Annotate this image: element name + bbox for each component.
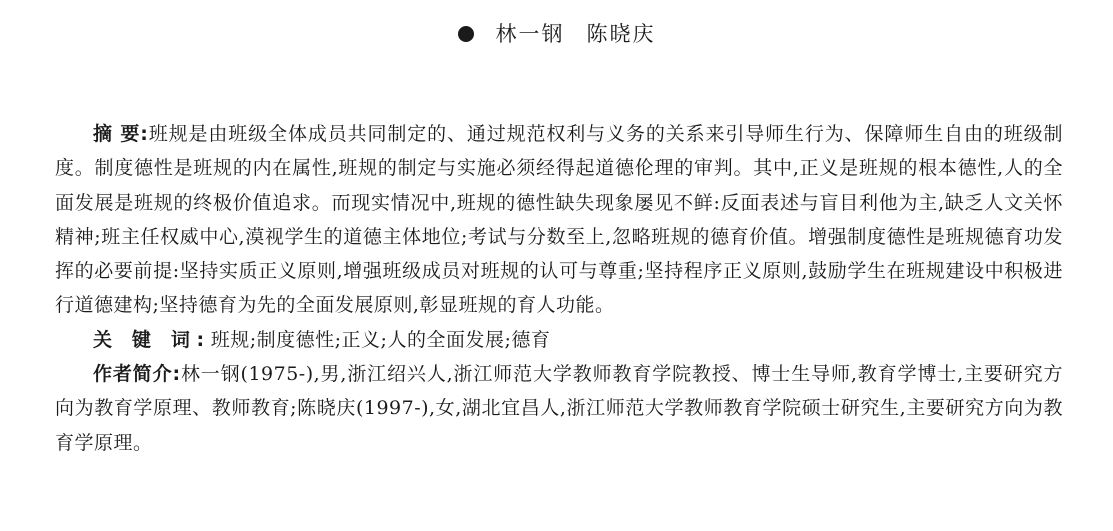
author-line bbox=[0, 14, 1113, 54]
author-bio-label: 作者简介: bbox=[93, 363, 181, 386]
author-name-1: 林一钢 bbox=[495, 22, 565, 46]
abstract-label: 摘 要: bbox=[93, 123, 149, 145]
keywords-paragraph bbox=[55, 323, 1063, 357]
author-bio-text: 林一钢(1975-),男,浙江绍兴人,浙江师范大学教师教育学院教授、博士生导师,教育学博士,主要研究方向为教育学原理、教师教育;陈晓庆(1997-),女,湖北宜昌人,浙江师范大学教师教育学院硕士研究生,主要研究方向为教育学原理。 bbox=[55, 363, 1063, 454]
abstract-section bbox=[55, 117, 1063, 460]
keywords-text: 班规;制度德性;正义;人的全面发展;德育 bbox=[210, 328, 551, 351]
author-bio-paragraph bbox=[55, 357, 1063, 460]
keywords-label: 关 键 词: bbox=[93, 328, 211, 351]
author-name-2: 陈晓庆 bbox=[586, 22, 656, 46]
bullet-icon bbox=[458, 26, 474, 42]
abstract-paragraph bbox=[55, 117, 1063, 323]
abstract-text: 班规是由班级全体成员共同制定的、通过规范权利与义务的关系来引导师生行为、保障师生自由的班级制度。制度德性是班规的内在属性,班规的制定与实施必须经得起道德伦理的审判。其中,正义是班规的根本德性,人的全面发展是班规的终极价值追求。而现实情况中,班规的德性缺失现象屡见不鲜:反面表述与盲目利他为主,缺乏人文关怀精神;班主任权威中心,漠视学生的道德主体地位;考试与分数至上,忽略班规的德育价值。增强制度德性是班规德育功发挥的必要前提:坚持实质正义原则,增强班级成员对班规的认可与尊重;坚持程序正义原则,鼓励学生在班规建设中积极进行道德建构;坚持德育为先的全面发展原则,彰显班规的育人功能。 bbox=[55, 123, 1063, 317]
